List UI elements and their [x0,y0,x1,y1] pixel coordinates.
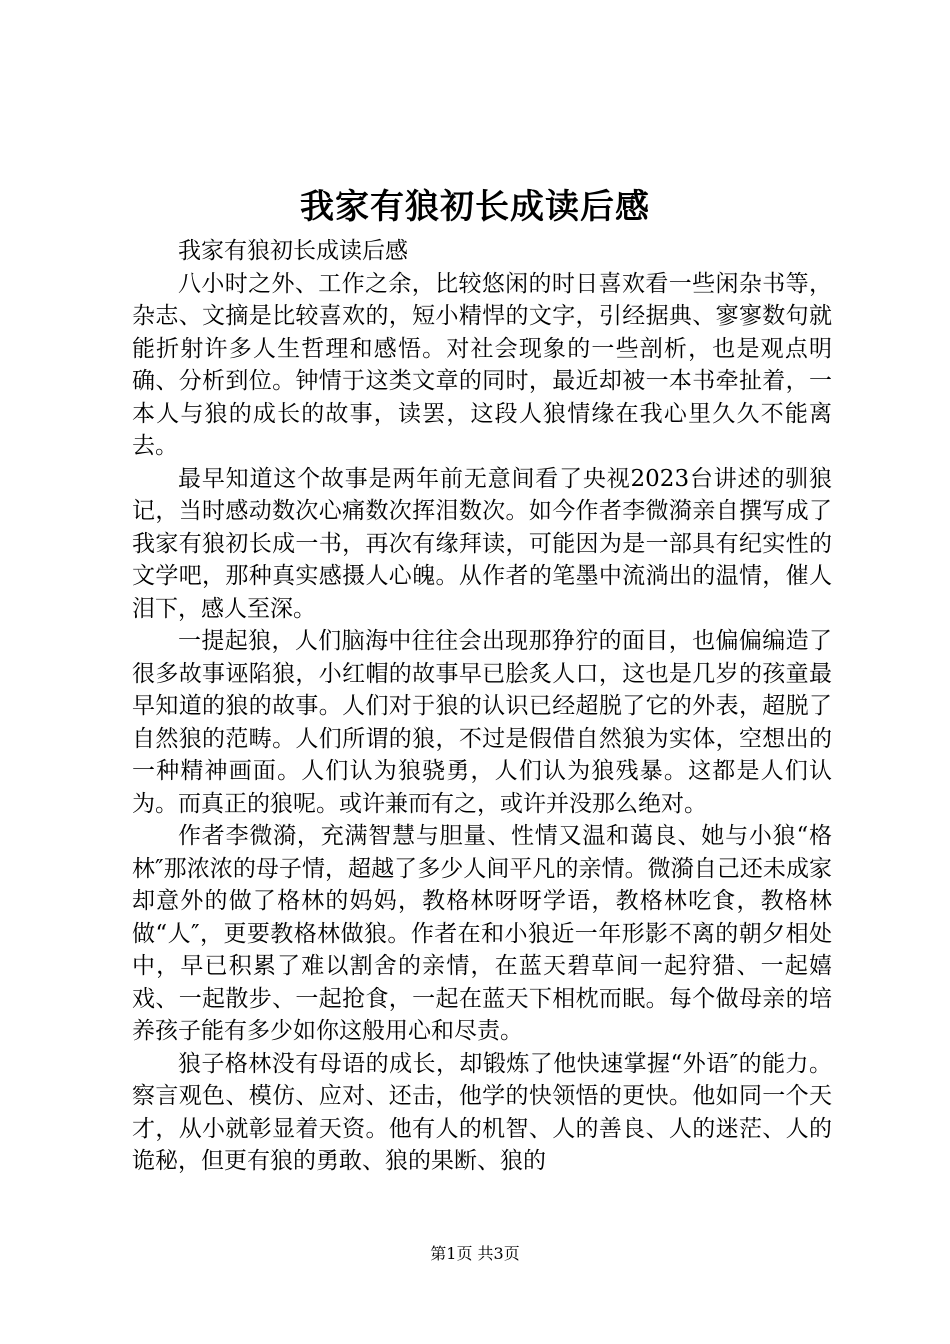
page-number-footer: 第1页 共3页 [430,1244,520,1263]
paragraph: 作者李微漪，充满智慧与胆量、性情又温和蔼良、她与小狼“格林″那浓浓的母子情，超越了多少人间平凡的亲情。微漪自己还未成家却意外的做了格林的妈妈，教格林呀呀学语，教格林吃食，教格林做“人″，更要教格林做狼。作者在和小狼近一年形影不离的朝夕相处中，早已积累了难以割舍的亲情，在蓝天碧草间一起狩猎、一起嬉戏、一起散步、一起抢食，一起在蓝天下相枕而眠。每个做母亲的培养孩子能有多少如你这般用心和尽责。 [132,823,832,1044]
paragraph: 最早知道这个故事是两年前无意间看了央视2023台讲述的驯狼记，当时感动数次心痛数次挥泪数次。如今作者李微漪亲自撰写成了我家有狼初长成一书，再次有缘拜读，可能因为是一部具有纪实性的文学吧，那种真实感摄人心魄。从作者的笔墨中流淌出的温情，催人泪下，感人至深。 [132,465,832,622]
document-title: 我家有狼初长成读后感 [300,187,650,227]
paragraph: 一提起狼，人们脑海中往往会出现那狰狞的面目，也偏偏编造了很多故事诬陷狼，小红帽的故事早已脍炙人口，这也是几岁的孩童最早知道的狼的故事。人们对于狼的认识已经超脱了它的外表，超脱了自然狼的范畴。人们所谓的狼，不过是假借自然狼为实体，空想出的一种精神画面。人们认为狼骁勇，人们认为狼残暴。这都是人们认为。而真正的狼呢。或许兼而有之，或许并没那么绝对。 [132,628,832,817]
paragraph-subtitle: 我家有狼初长成读后感 [178,238,408,264]
document-body [132,235,832,1178]
paragraph: 狼子格林没有母语的成长，却锻炼了他快速掌握“外语″的能力。察言观色、模仿、应对、还击，他学的快领悟的更快。他如同一个天才，从小就彰显着天资。他有人的机智、人的善良、人的迷茫、人的诡秘，但更有狼的勇敢、狼的果断、狼的 [132,1050,832,1174]
paragraph: 八小时之外、工作之余，比较悠闲的时日喜欢看一些闲杂书等，杂志、文摘是比较喜欢的，短小精悍的文字，引经据典、寥寥数句就能折射许多人生哲理和感悟。对社会现象的一些剖析，也是观点明确、分析到位。钟情于这类文章的同时，最近却被一本书牵扯着，一本人与狼的成长的故事，读罢，这段人狼情缘在我心里久久不能离去。 [132,270,832,459]
